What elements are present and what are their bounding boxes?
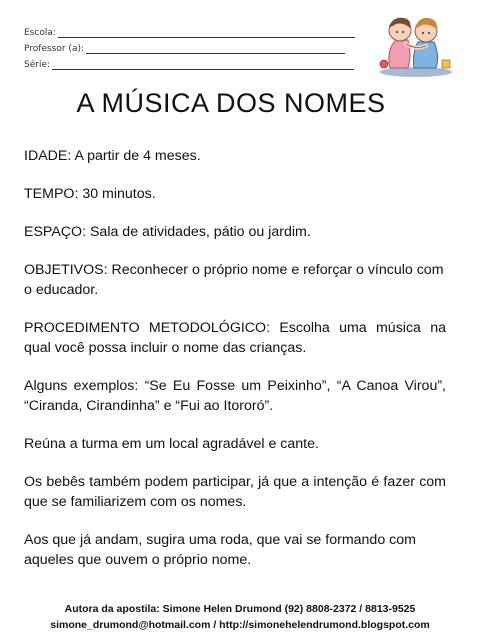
header-fields: [24, 22, 355, 70]
paragraph-procedimento: [24, 318, 446, 358]
label-idade: IDADE:: [24, 148, 72, 164]
text-espaco: Sala de atividades, pátio ou jardim.: [86, 224, 311, 240]
paragraph-idade: [24, 146, 446, 166]
footer: [0, 601, 480, 633]
text-idade: A partir de 4 meses.: [71, 148, 201, 164]
footer-contact-line: simone_drumond@hotmail.com / http://simonehelendrumond.blogspot.com: [50, 619, 430, 631]
field-line-serie: [52, 59, 354, 70]
footer-author-line: Autora da apostila: Simone Helen Drumond (92) 8808-2372 / 8813-9525: [64, 603, 416, 615]
label-objetivos: OBJETIVOS:: [24, 262, 108, 278]
document-body: [24, 146, 446, 588]
text-tempo: 30 minutos.: [78, 186, 156, 202]
field-line-escola: [58, 27, 355, 38]
label-tempo: TEMPO:: [24, 186, 79, 202]
paragraph-exemplos: Alguns exemplos: “Se Eu Fosse um Peixinho”, “A Canoa Virou”, “Ciranda, Cirandinha” e “Fui ao Itororó”.: [24, 378, 446, 414]
field-label-professor: Professor (a):: [24, 44, 84, 54]
children-hugging-illustration-icon: [368, 6, 464, 78]
page-title: A MÚSICA DOS NOMES: [76, 88, 386, 118]
paragraph-espaco: [24, 222, 446, 242]
text-procedimento: Escolha uma música na qual você possa incluir o nome das crianças.: [24, 320, 446, 356]
paragraph-roda: Aos que já andam, sugira uma roda, que vai se formando com aqueles que ouvem o próprio nome.: [24, 532, 416, 568]
text-objetivos: Reconhecer o próprio nome e reforçar o vínculo com o educador.: [24, 262, 444, 298]
paragraph-tempo: [24, 184, 446, 204]
field-serie: [24, 54, 355, 70]
label-espaco: ESPAÇO:: [24, 224, 87, 240]
field-label-escola: Escola:: [24, 28, 56, 38]
field-professor: [24, 38, 355, 54]
paragraph-reuna: Reúna a turma em um local agradável e cante.: [24, 436, 319, 452]
paragraph-bebes: Os bebês também podem participar, já que a intenção é fazer com que se familiarizem com os nomes.: [24, 474, 446, 510]
label-procedimento: PROCEDIMENTO METODOLÓGICO:: [24, 320, 271, 336]
field-escola: [24, 22, 355, 38]
field-line-professor: [86, 43, 345, 54]
paragraph-objetivos: [24, 260, 446, 300]
field-label-serie: Série:: [24, 60, 51, 70]
